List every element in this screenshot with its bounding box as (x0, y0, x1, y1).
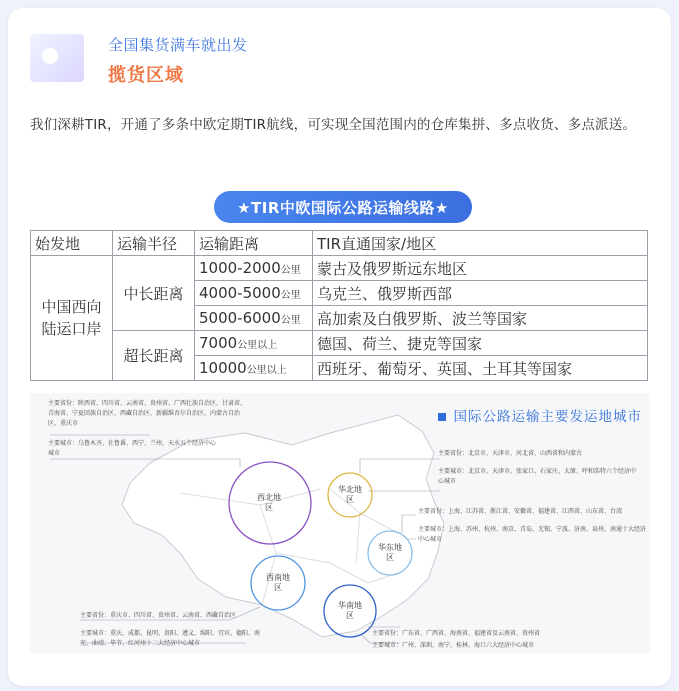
table-row (31, 331, 648, 356)
distance-value: 10000 (199, 359, 247, 377)
distance-unit: 公里以上 (246, 365, 287, 376)
distance-value: 5000-6000 (199, 309, 281, 327)
north-region-label: 华北地区 (338, 485, 362, 504)
east-cities-note: 主要城市：上海、苏州、杭州、南京、青岛、无锡、宁波、济南、泉州、南通十大经济中心城市 (418, 526, 647, 543)
distance-value: 7000 (199, 334, 238, 352)
countries-cell: 蒙古及俄罗斯远东地区 (313, 256, 648, 281)
distance-unit: 公里 (280, 315, 301, 326)
countries-cell: 西班牙、葡萄牙、英国、土耳其等国家 (313, 356, 648, 381)
east-region-label: 华东地区 (378, 543, 402, 562)
countries-cell: 乌克兰、俄罗斯西部 (313, 281, 648, 306)
header-cell: 始发地 (31, 231, 113, 256)
section-title: 揽货区域 (108, 65, 184, 86)
distance-cell (195, 256, 313, 281)
badge-dot-icon (42, 48, 58, 64)
description-text: 我们深耕TIR，开通了多条中欧定期TIR航线，可实现全国范围内的仓库集拼、多点收货、多点派送。 (30, 117, 637, 133)
content-card (8, 8, 671, 686)
northwest-cities-note: 主要城市：乌鲁木齐、社鲁番、西宁、兰州、天水五个经济中心城市 (48, 440, 217, 457)
distance-value: 4000-5000 (199, 284, 281, 302)
south-region-label: 华南地区 (338, 601, 362, 620)
southwest-provinces-note: 主要省份：重庆市、四川省、贵州省、云南省、西藏自治区 (80, 612, 237, 619)
southwest-cities-note: 主要城市：重庆、成都、昆明、贵阳、遵义、绵阳、宜宾、德阳、南充、曲靖、毕节、红河州十二大经济中心城市 (80, 630, 261, 647)
table-header-row (31, 231, 648, 256)
route-table (30, 230, 648, 381)
distance-unit: 公里以上 (237, 340, 278, 351)
section-subtitle: 全国集货满车就出发 (108, 36, 248, 54)
distance-value: 1000-2000 (199, 259, 281, 277)
china-region-map (30, 393, 650, 653)
header-cell: 运输半径 (113, 231, 195, 256)
distance-unit: 公里 (280, 290, 301, 301)
north-cities-note: 主要城市：北京市、天津市、张家口、石家庄、太原、呼和浩特六个经济中心城市 (438, 468, 637, 485)
origin-cell: 中国西向陆运口岸 (31, 256, 113, 381)
header-cell: TIR直通国家/地区 (313, 231, 648, 256)
header-cell: 运输距离 (195, 231, 313, 256)
radius-cell: 超长距离 (113, 331, 195, 381)
countries-cell: 德国、荷兰、捷克等国家 (313, 331, 648, 356)
south-provinces-note: 主要省份：广东省、广西省、海南省、福建省及云南省、贵州省 (372, 630, 541, 637)
south-cities-note: 主要城市：广州、深圳、南宁、桂林、海口六大经济中心城市 (372, 642, 535, 649)
radius-cell: 中长距离 (113, 256, 195, 331)
countries-cell: 高加索及白俄罗斯、波兰等国家 (313, 306, 648, 331)
distance-cell (195, 306, 313, 331)
northwest-provinces-note: 主要省份：陕西省、四川省、云南省、贵州省、广西壮族自治区、甘肃省、青海省、宁夏回族自治区、西藏自治区、新疆维吾尔自治区、内蒙古自治区、重庆市 (48, 400, 247, 427)
distance-cell (195, 281, 313, 306)
map-title-text: 国际公路运输主要发运地城市 (453, 409, 642, 425)
map-title-marker-icon (438, 413, 446, 421)
header-badge (30, 34, 84, 82)
distance-cell (195, 331, 313, 356)
southwest-region-label: 西南地区 (266, 573, 290, 592)
distance-unit: 公里 (280, 265, 301, 276)
distance-cell (195, 356, 313, 381)
route-banner: ★TIR中欧国际公路运输线路★ (214, 191, 472, 223)
northwest-region-label: 西北地区 (257, 493, 281, 512)
east-provinces-note: 主要省份：上海、江苏省、浙江省、安徽省、福建省、江西省、山东省、台湾 (418, 508, 623, 515)
map-title (438, 405, 643, 425)
north-provinces-note: 主要省份：北京市、天津市、河北省、山西省和内蒙古 (438, 450, 583, 457)
table-row (31, 256, 648, 281)
